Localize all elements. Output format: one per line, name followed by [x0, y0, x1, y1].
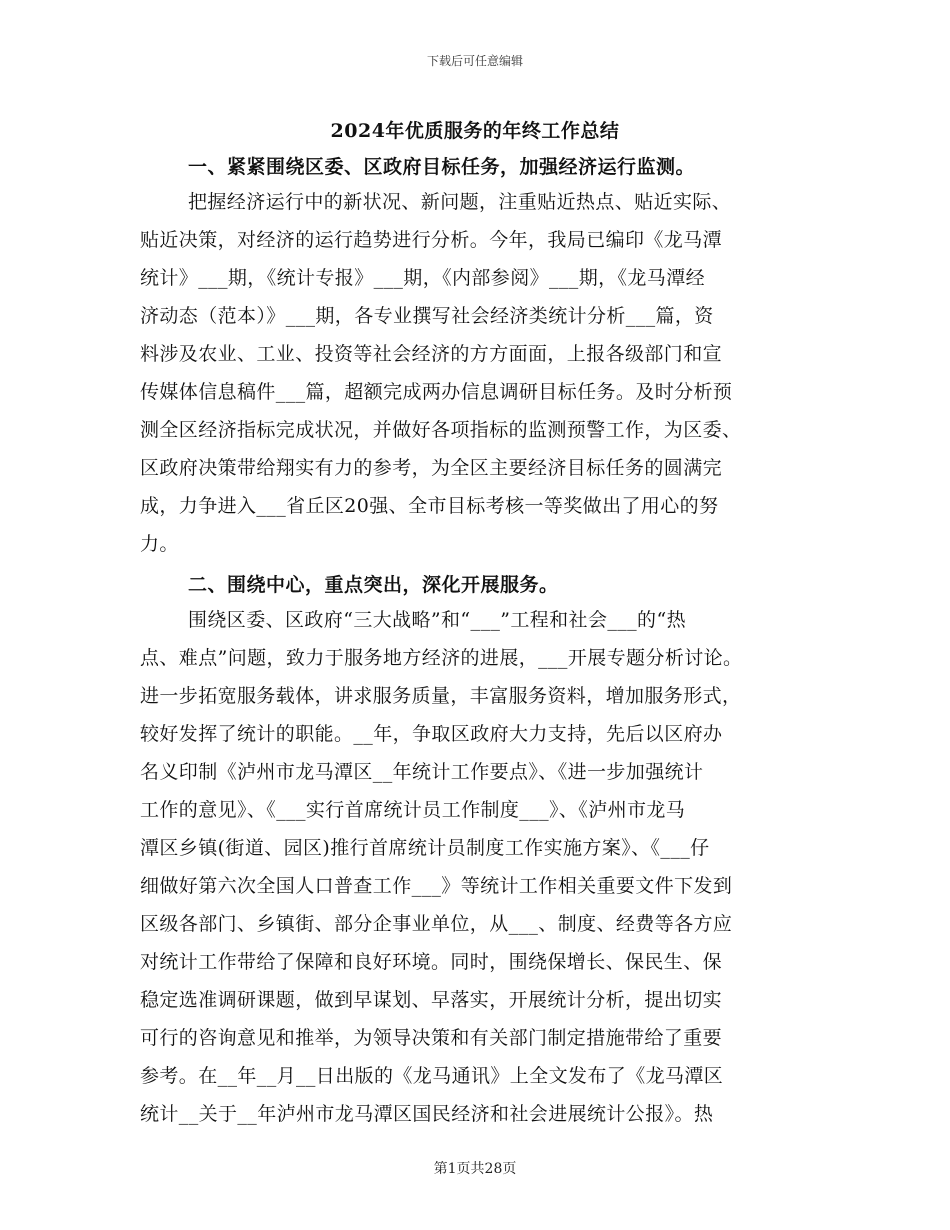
paragraph-line: 统计__关于__年泸州市龙马潭区国民经济和社会进展统计公报》。热 — [140, 1103, 714, 1125]
paragraph-line: 贴近决策，对经济的运行趋势进行分析。今年，我局已编印《龙马潭 — [140, 229, 723, 251]
paragraph-line: 力。 — [140, 533, 179, 555]
page-header-note: 下载后可任意编辑 — [426, 54, 523, 68]
paragraph-line: 济动态（范本）》___期，各专业撰写社会经济类统计分析___篇，资 — [140, 305, 714, 327]
paragraph-line: 稳定选准调研课题，做到早谋划、早落实，开展统计分析，提出切实 — [140, 989, 723, 1011]
paragraph-line: 区级各部门、乡镇街、部分企事业单位，从___、制度、经费等各方应 — [140, 913, 733, 935]
paragraph-line: 可行的咨询意见和推举，为领导决策和有关部门制定措施带给了重要 — [140, 1027, 723, 1049]
paragraph-line: 工作的意见》、《___实行首席统计员工作制度___》、《泸州市龙马 — [140, 799, 686, 821]
paragraph-line: 名义印制《泸州市龙马潭区__年统计工作要点》、《进一步加强统计 — [140, 761, 704, 783]
page-number-footer: 第1页共28页 — [433, 1161, 517, 1177]
paragraph-line: 点、难点”问题，致力于服务地方经济的进展，___开展专题分析讨论。 — [140, 647, 743, 669]
paragraph-line: 传媒体信息稿件___篇，超额完成两办信息调研目标任务。及时分析预 — [140, 381, 733, 403]
paragraph-line: 进一步拓宽服务载体，讲求服务质量，丰富服务资料，增加服务形式， — [140, 685, 742, 707]
paragraph-line: 测全区经济指标完成状况，并做好各项指标的监测预警工作，为区委、 — [140, 419, 742, 441]
paragraph-line: 潭区乡镇(街道、园区)推行首席统计员制度工作实施方案》、《___仔 — [140, 837, 710, 859]
paragraph-line: 料涉及农业、工业、投资等社会经济的方方面面，上报各级部门和宣 — [140, 343, 723, 365]
paragraph-line: 对统计工作带给了保障和良好环境。同时，围绕保增长、保民生、保 — [140, 951, 723, 973]
paragraph-line: 围绕区委、区政府“三大战略”和“___”工程和社会___的“热 — [188, 609, 686, 631]
paragraph-line: 统计》___期，《统计专报》___期，《内部参阅》___期，《龙马潭经 — [140, 267, 706, 289]
paragraph-line: 成，力争进入___省丘区20强、全市目标考核一等奖做出了用心的努 — [140, 495, 719, 517]
section-2-heading: 二、围绕中心，重点突出，深化开展服务。 — [188, 574, 559, 596]
document-title: 2024年优质服务的年终工作总结 — [330, 120, 620, 142]
paragraph-line: 把握经济运行中的新状况、新问题，注重贴近热点、贴近实际、 — [188, 191, 732, 213]
paragraph-line: 参考。在__年__月__日出版的《龙马通讯》上全文发布了《龙马潭区 — [140, 1065, 724, 1087]
paragraph-line: 较好发挥了统计的职能。__年，争取区政府大力支持，先后以区府办 — [140, 723, 723, 745]
section-1-heading: 一、紧紧围绕区委、区政府目标任务，加强经济运行监测。 — [188, 156, 696, 178]
paragraph-line: 区政府决策带给翔实有力的参考，为全区主要经济目标任务的圆满完 — [140, 457, 723, 479]
paragraph-line: 细做好第六次全国人口普查工作___》等统计工作相关重要文件下发到 — [140, 875, 733, 897]
